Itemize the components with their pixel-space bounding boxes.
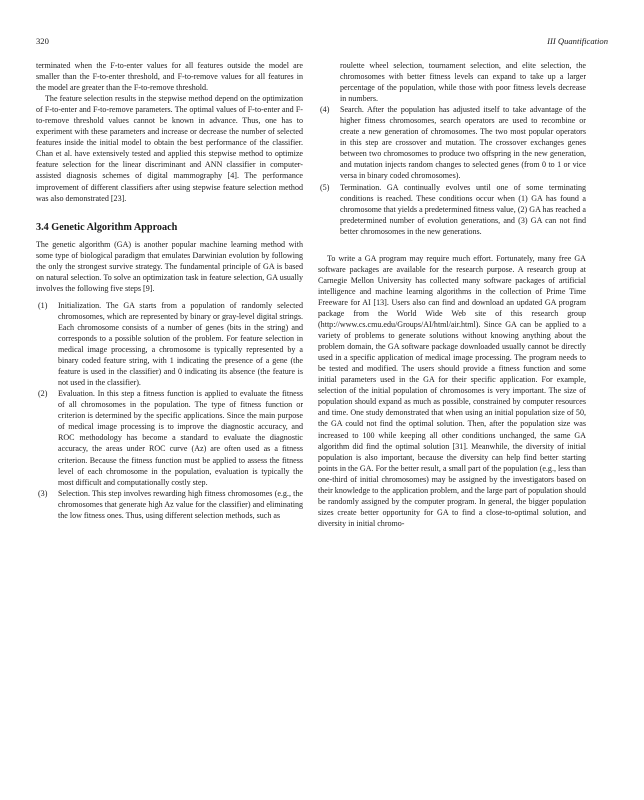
paragraph: The feature selection results in the stepwise method depend on the optimization of F-to-enter and F-to-remove parameters. The optimal values of F-to-enter and F-to-remove threshold values cannot be known in advance. Thus, one has to experiment with these parameters and increase or decrease the number of selected features inside the initial model to obtain the best performance of the classifier. Chan et al. have extensively tested and applied this stepwise method to optimize feature selection for the linear discriminant and ANN classifier in computer-assisted diagnosis schemes of digital mammography [4]. The performance improvement of different classifiers after using stepwise feature selection method was also demonstrated [23]. <box>36 94 303 203</box>
list-item-continued <box>318 60 586 104</box>
paragraph: The genetic algorithm (GA) is another popular machine learning method with some type of biological paradigm that emulates Darwinian evolution by following the only the strongest survive strategy. The fundamental principle of GA is based on natural selection. To solve an optimization task in feature selection, GA usually involves the following five steps [9]. <box>36 239 303 293</box>
list-item <box>318 182 586 237</box>
list-item <box>36 388 303 487</box>
list-item-text: roulette wheel selection, tournament selection, and elite selection, the chromosomes with better fitness levels can expand to take up a larger percentage of the population, while those with poor fitness levels decrease in numbers. <box>340 61 586 104</box>
page-header <box>36 36 608 50</box>
list-item-number: (5) <box>320 182 330 192</box>
right-column <box>318 60 586 529</box>
list-item-number: (4) <box>320 105 330 115</box>
list-item <box>36 488 303 521</box>
list-item-text: Selection. This step involves rewarding high fitness chromosomes (e.g., the chromosomes that generate high Az value for the classifier) and eliminating the low fitness ones. Thus, using different selection methods, such as <box>58 488 303 520</box>
paragraph: terminated when the F-to-enter values for all features outside the model are smaller than the F-to-enter threshold, and F-to-remove values for all features in the model are greater than the F-to-remove threshold. <box>36 61 303 93</box>
list-item-number: (3) <box>38 488 48 498</box>
list-item-text: Search. After the population has adjusted itself to take advantage of the higher fitness chromosomes, search operators are used to recombine or create a new generation of chromosomes. The two most popular operators in this step are crossover and mutation. The crossover exchanges genes between two chromosomes to produce two offspring in the new generation, and mutation injects random changes to selected genes (from 0 to 1 or vice versa in binary coded chromosomes). <box>340 105 586 181</box>
spacer <box>318 237 586 253</box>
list-item <box>36 300 303 388</box>
step-list <box>36 300 303 521</box>
list-item-number: (2) <box>38 389 48 399</box>
left-column <box>36 60 303 521</box>
list-item-text: Initialization. The GA starts from a population of randomly selected chromosomes, which are represented by binary or gray-level digital strings. Each chromosome consists of a number of genes (bits in the string) and corresponds to a possible solution of the problem. For feature selection in medical image processing, a chromosome is typically represented by a binary coded feature string, with 1 indicating the presence of a gene (the feature is used in the classifier) and 0 indicating its absence (the feature is not used in the classifier). <box>58 300 303 388</box>
list-item-text: Evaluation. In this step a fitness function is applied to evaluate the fitness of all chromosomes in the population. The type of fitness function or criterion is determined by the specific applications. Since the main purpose of medical image processing is to improve the diagnostic accuracy, and ROC methodology has become a standard to evaluate the diagnostic accuracy, the areas under ROC curve (Az) are often used as a fitness criterion. Because the fitness function must be applied to assess the fitness level of each chromosome in the population, evaluation is typically the most difficult and computationally costly step. <box>58 389 303 487</box>
step-list-continued <box>318 60 586 237</box>
running-head: III Quantification <box>547 36 608 46</box>
list-item-number: (1) <box>38 300 48 310</box>
paragraph: To write a GA program may require much effort. Fortunately, many free GA software packages are available for the research purpose. A research group at Carnegie Mellon University has collected many software packages of artificial intelligence and machine learning algorithms in the collection of Prime Time Freeware for AI [13]. Users also can find and download an updated GA program package from the World Wide Web site of this research group (http://www.cs.cmu.edu/Groups/AI/html/air.html). Since GA can be applied to a variety of problems to generate solutions without knowing anything about the problem domain, the GA software package downloaded usually cannot be directly used in a specific application of medical image processing. The program needs to be tested and modified. The users should provide a fitness function and some initial parameters used in the GA for their specific application. For example, selection of the initial population of chromosomes is very important. The size of population should expand as much as possible, constrained by computer resources and time. One study demonstrated that when using an initial population size of 50, the GA could not find the optimal solution. Then, after the population size was increased to 100 while keeping all other conditions unchanged, the same GA algorithm did find the optimal solution [31]. Meanwhile, the diversity of initial population is also important, because the diversity can help find better starting points in the GA. For the better result, a small part of the population (e.g., less than one-third of initial chromosomes) may be assigned by the investigators based on their knowledge to the application problem, and the large part of population should be randomly assigned by the computer program. In general, the bigger population sizes create better opportunity for GA to find a close-to-optimal solution, and diversity in initial chromo- <box>318 253 586 528</box>
page-number: 320 <box>36 36 49 46</box>
section-heading: 3.4 Genetic Algorithm Approach <box>36 221 178 233</box>
list-item-text: Termination. GA continually evolves until one of some terminating conditions is reached. These conditions occur when (1) GA has found a chromosome that yields a predetermined fitness value, (2) GA has reached a predetermined number of evolution generations, and (3) GA can not find better chromosomes in the new generations. <box>340 182 586 236</box>
list-item <box>318 104 586 181</box>
